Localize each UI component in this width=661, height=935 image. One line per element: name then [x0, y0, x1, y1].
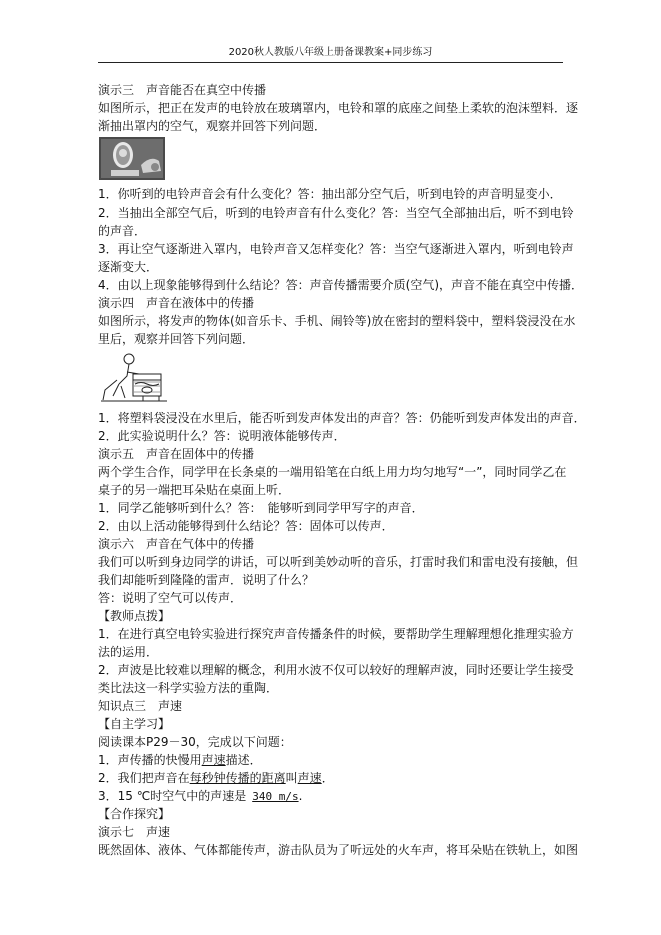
- knowledge3-heading: 知识点三 声速: [98, 699, 183, 713]
- fill-q3-suffix: .: [298, 789, 303, 803]
- fill-q1-prefix: 1．声传播的快慢用: [98, 753, 202, 767]
- demo3-q4: 4．由以上现象能够得到什么结论？答：声音传播需要介质(空气)，声音不能在真空中传播．: [98, 278, 584, 292]
- demo3-q1: 1．你听到的电铃声音会有什么变化？答：抽出部分空气后，听到电铃的声音明显变小．: [98, 187, 562, 201]
- bell-jar-image: [99, 137, 165, 180]
- self-study-heading: 【自主学习】: [98, 717, 171, 731]
- demo3-heading: 演示三 声音能否在真空中传播: [98, 83, 267, 97]
- tip2-line2: 类比法这一科学实验方法的重陶．: [98, 681, 279, 695]
- water-tank-experiment-image: [99, 350, 169, 402]
- header-rule: [98, 62, 563, 63]
- teacher-tips-heading: 【教师点拨】: [98, 609, 171, 623]
- demo4-q2: 2．此实验说明什么？答：说明液体能够传声．: [98, 429, 346, 443]
- demo5-text-line2: 桌子的另一端把耳朵贴在桌面上听．: [98, 483, 291, 497]
- demo7-text-line1: 既然固体、液体、气体都能传声，游击队员为了听远处的火车声，将耳朵贴在铁轨上，如图: [98, 843, 579, 857]
- fill-q2: [98, 770, 334, 786]
- demo4-text-line2: 里后，观察并回答下列问题．: [98, 332, 255, 346]
- tip1-line1: 1．在进行真空电铃实验进行探究声音传播条件的时候，要帮助学生理解理想化推理实验方: [98, 627, 574, 641]
- fill-q3-answer: 340 m/s: [252, 790, 299, 803]
- fill-q1: [98, 752, 262, 768]
- demo6-text-line1: 我们可以听到身边同学的讲话，可以听到美妙动听的音乐，打雷时我们和雷电没有接触，但: [98, 555, 579, 569]
- tip1-line2: 法的运用．: [98, 645, 159, 659]
- demo4-q1: 1．将塑料袋浸没在水里后，能否听到发声体发出的声音？答：仍能听到发声体发出的声音．: [98, 411, 586, 425]
- demo3-q3-line1: 3．再让空气逐渐进入罩内，电铃声音又怎样变化？答：当空气逐渐进入罩内，听到电铃声: [98, 242, 574, 256]
- demo6-heading: 演示六 声音在气体中的传播: [98, 537, 255, 551]
- fill-q2-middle: 叫: [285, 771, 298, 785]
- fill-q3: [98, 788, 302, 805]
- demo5-text-line1: 两个学生合作，同学甲在长条桌的一端用铅笔在白纸上用力均匀地写“一”，同时同学乙在: [98, 465, 567, 479]
- fill-q1-answer: 声速: [201, 753, 226, 767]
- demo5-q2: 2．由以上活动能够得到什么结论？答：固体可以传声．: [98, 519, 394, 533]
- demo6-text-line2: 我们却能听到隆隆的雷声．说明了什么？: [98, 573, 315, 587]
- cooperative-inquiry-heading: 【合作探究】: [98, 807, 171, 821]
- fill-q2-prefix: 2．我们把声音在: [98, 771, 190, 785]
- demo3-q3-line2: 逐渐变大．: [98, 260, 159, 274]
- fill-q2-answer1: 每秒钟传播的距离: [189, 771, 286, 785]
- demo3-q2-line2: 的声音．: [98, 224, 147, 238]
- fill-q1-suffix: 描述．: [225, 753, 262, 767]
- demo4-heading: 演示四 声音在液体中的传播: [98, 296, 255, 310]
- tip2-line1: 2．声波是比较难以理解的概念，利用水波不仅可以较好的理解声波，同时还要让学生接受: [98, 663, 574, 677]
- demo5-heading: 演示五 声音在固体中的传播: [98, 447, 255, 461]
- demo7-heading: 演示七 声速: [98, 825, 171, 839]
- demo3-q2-line1: 2．当抽出全部空气后，听到的电铃声音有什么变化？答：当空气全部抽出后，听不到电铃: [98, 206, 574, 220]
- reading-instruction: 阅读课本P29－30，完成以下问题：: [98, 735, 292, 749]
- fill-q2-answer2: 声速: [297, 771, 322, 785]
- demo6-answer: 答：说明了空气可以传声．: [98, 591, 243, 605]
- fill-q3-prefix: 3．15 ℃时空气中的声速是: [98, 789, 247, 803]
- demo5-q1: 1．同学乙能够听到什么？答： 能够听到同学甲写字的声音．: [98, 501, 424, 515]
- demo3-text-line1: 如图所示，把正在发声的电铃放在玻璃罩内，电铃和罩的底座之间垫上柔软的泡沫塑料．逐: [98, 101, 579, 115]
- fill-q2-suffix: ．: [321, 771, 334, 785]
- page-header: 2020秋人教版八年级上册备课教案+同步练习: [228, 47, 433, 58]
- demo4-text-line1: 如图所示，将发声的物体(如音乐卡、手机、闹铃等)放在密封的塑料袋中，塑料袋浸没在水: [98, 314, 576, 328]
- demo3-text-line2: 渐抽出罩内的空气，观察并回答下列问题．: [98, 119, 327, 133]
